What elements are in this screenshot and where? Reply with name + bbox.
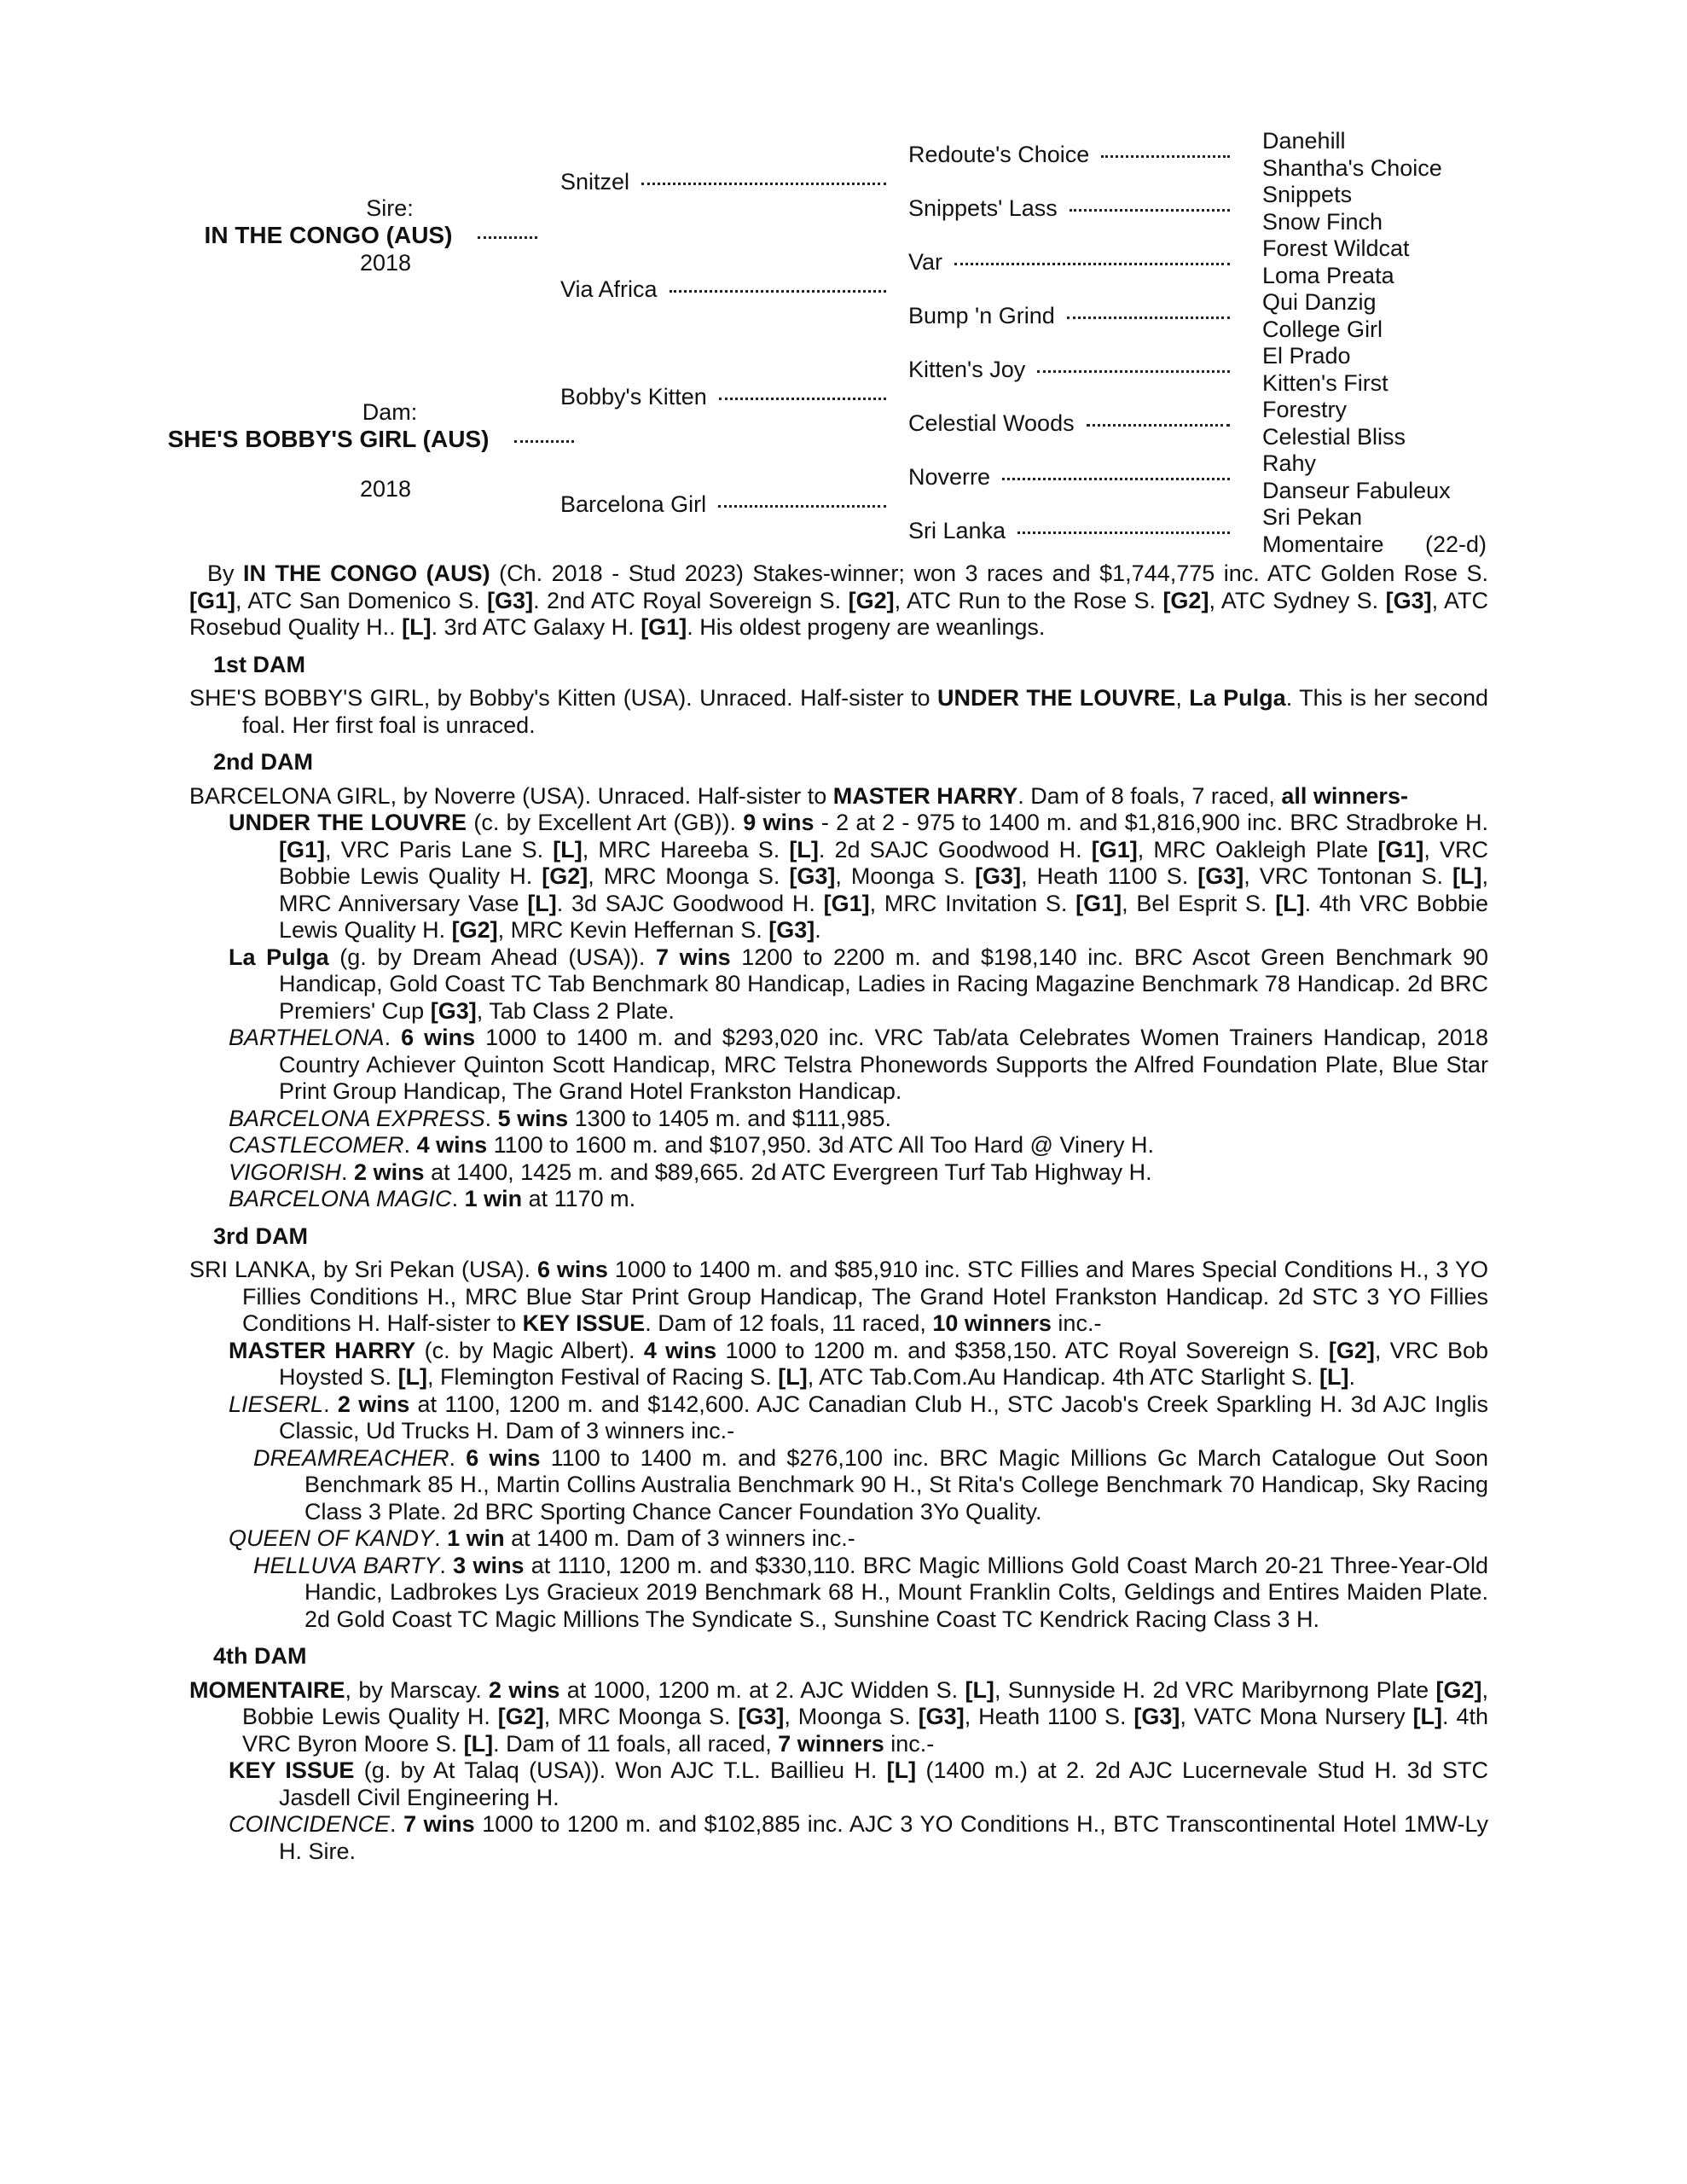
horse-name: Forestry — [1262, 397, 1348, 423]
pedigree-gen3-cell — [908, 235, 1262, 289]
horse-name: Rahy — [1262, 450, 1317, 477]
pedigree-gen4-cell — [1262, 424, 1488, 451]
horse-name: Kitten's Joy — [908, 357, 1026, 382]
horse-name: Noverre — [908, 464, 991, 490]
pedigree-gen4-cell — [1262, 531, 1488, 559]
horse-name: College Girl — [1262, 316, 1383, 342]
pedigree-gen3-cell — [908, 504, 1262, 558]
dotted-leader — [670, 290, 886, 293]
horse-name: Via Africa — [560, 276, 658, 302]
pedigree-text-body — [189, 561, 1488, 1865]
section-heading: 3rd DAM — [213, 1223, 309, 1249]
pedigree-table — [167, 128, 1488, 558]
horse-name: Danseur Fabuleux — [1262, 477, 1451, 503]
pedigree-gen4-cell — [1262, 370, 1488, 398]
horse-name: Kitten's First — [1262, 369, 1388, 396]
pedigree-note-paragraph: La Pulga (g. by Dream Ahead (USA)). 7 wins 1200 to 2200 m. and $198,140 inc. BRC Ascot Green Benchmark 90 Handicap, Gold Coast TC Tab Benchmark 80 Handicap, Ladies in Racing Magazine Benchmark 78 Handicap. 2d BRC Premiers' Cup [G3], Tab Class 2 Plate. — [229, 944, 1488, 1024]
pedigree-note-paragraph: HELLUVA BARTY. 3 wins at 1110, 1200 m. and $330,110. BRC Magic Millions Gold Coast March 20-21 Three-Year-Old Handic, Ladbrokes Lys Gracieux 2019 Benchmark 68 H., Mount Franklin Colts, Geldings and Entires Maiden Plate. 2d Gold Coast TC Magic Millions The Syndicate S., Sunshine Coast TC Kendrick Racing Class 3 H. — [253, 1552, 1488, 1632]
dam-year: 2018 — [359, 476, 412, 502]
pedigree-gen4-cell — [1262, 155, 1488, 183]
pedigree-gen4-cell — [1262, 478, 1488, 505]
dotted-leader — [1087, 424, 1230, 427]
horse-name: Snow Finch — [1262, 208, 1383, 235]
pedigree-note-paragraph: MASTER HARRY (c. by Magic Albert). 4 wins 1000 to 1200 m. and $358,150. ATC Royal Sovereign S. [G2], VRC Bob Hoysted S. [L], Flemington Festival of Racing S. [L], ATC Tab.Com.Au Handicap. 4th ATC Starlight S. [L]. — [229, 1337, 1488, 1390]
pedigree-note-paragraph: SHE'S BOBBY'S GIRL, by Bobby's Kitten (USA). Unraced. Half-sister to UNDER THE LOUVRE, La Pulga. This is her second foal. Her first foal is unraced. — [189, 685, 1488, 738]
pedigree-gen4-cell — [1262, 343, 1488, 370]
horse-name: Forest Wildcat — [1262, 235, 1410, 262]
horse-name: Snippets' Lass — [908, 195, 1058, 221]
pedigree-gen3-cell — [908, 182, 1262, 235]
pedigree-note-paragraph: BARTHELONA. 6 wins 1000 to 1400 m. and $293,020 inc. VRC Tab/ata Celebrates Women Trainers Handicap, 2018 Country Achiever Quinton Scott Handicap, MRC Telstra Phonewords Supports the Alfred Foundation Plate, Blue Star Print Group Handicap, The Grand Hotel Frankston Handicap. — [229, 1025, 1488, 1104]
horse-name: Redoute's Choice — [908, 142, 1090, 167]
pedigree-gen4-cell — [1262, 263, 1488, 290]
horse-name: Bump 'n Grind — [908, 303, 1055, 328]
dotted-leader — [641, 183, 886, 185]
horse-name: Celestial Bliss — [1262, 423, 1406, 450]
horse-name: Bobby's Kitten — [560, 383, 707, 410]
dotted-leader — [954, 263, 1230, 265]
sire-label: Sire: — [366, 195, 414, 221]
pedigree-note-paragraph: KEY ISSUE (g. by At Talaq (USA)). Won AJC T.L. Baillieu H. [L] (1400 m.) at 2. 2d AJC Lucernevale Stud H. 3d STC Jasdell Civil Engineering H. — [229, 1757, 1489, 1810]
horse-name: Var — [908, 249, 943, 275]
pedigree-note-paragraph: MOMENTAIRE, by Marscay. 2 wins at 1000, 1200 m. at 2. AJC Widden S. [L], Sunnyside H. 2d VRC Maribyrnong Plate [G2], Bobbie Lewis Quality H. [G2], MRC Moonga S. [G3], Moonga S. [G3], Heath 1100 S. [G3], VATC Mona Nursery [L]. 4th VRC Byron Moore S. [L]. Dam of 11 foals, all raced, 7 winners inc.- — [189, 1676, 1489, 1757]
sire-year: 2018 — [359, 250, 412, 276]
pedigree-dam-cell — [167, 343, 560, 558]
pedigree-gen4-cell — [1262, 504, 1488, 531]
pedigree-gen4-cell — [1262, 317, 1488, 344]
pedigree-note-paragraph: CASTLECOMER. 4 wins 1100 to 1600 m. and $107,950. 3d ATC All Too Hard @ Vinery H. — [229, 1132, 1154, 1158]
horse-name: Celestial Woods — [908, 410, 1075, 436]
pedigree-note-paragraph: By IN THE CONGO (AUS) (Ch. 2018 - Stud 2023) Stakes-winner; won 3 races and $1,744,775 inc. ATC Golden Rose S. [G1], ATC San Domenico S. [G3]. 2nd ATC Royal Sovereign S. [G2], ATC Run to the Rose S. [G2], ATC Sydney S. [G3], ATC Rosebud Quality H.. [L]. 3rd ATC Galaxy H. [G1]. His oldest progeny are weanlings. — [189, 561, 1488, 640]
dam-name: SHE'S BOBBY'S GIRL (AUS) — [167, 426, 490, 452]
pedigree-gen4-cell — [1262, 128, 1488, 155]
horse-name: Shantha's Choice — [1262, 154, 1442, 181]
horse-name: Momentaire — [1262, 531, 1384, 557]
horse-name: Sri Pekan — [1262, 504, 1363, 531]
dotted-leader — [718, 505, 886, 508]
pedigree-gen2-cell — [560, 235, 908, 343]
pedigree-note-paragraph: VIGORISH. 2 wins at 1400, 1425 m. and $89,665. 2d ATC Evergreen Turf Tab Highway H. — [229, 1159, 1152, 1185]
section-heading: 2nd DAM — [213, 749, 313, 775]
pedigree-gen4-cell — [1262, 209, 1488, 236]
pedigree-gen2-cell — [560, 343, 908, 450]
pedigree-note-paragraph: BARCELONA GIRL, by Noverre (USA). Unraced. Half-sister to MASTER HARRY. Dam of 8 foals, 7 raced, all winners- — [189, 782, 1408, 809]
pedigree-note-paragraph: LIESERL. 2 wins at 1100, 1200 m. and $142,600. AJC Canadian Club H., STC Jacob's Creek Sparkling H. 3d AJC Inglis Classic, Ud Trucks H. Dam of 3 winners inc.- — [229, 1391, 1488, 1443]
dam-label: Dam: — [362, 399, 418, 425]
horse-name: Sri Lanka — [908, 518, 1006, 543]
pedigree-gen3-cell — [908, 343, 1262, 397]
section-heading: 4th DAM — [213, 1643, 307, 1669]
horse-name: Qui Danzig — [1262, 289, 1377, 316]
pedigree-gen3-cell — [908, 450, 1262, 504]
pedigree-note-paragraph: UNDER THE LOUVRE (c. by Excellent Art (GB)). 9 wins - 2 at 2 - 975 to 1400 m. and $1,816,900 inc. BRC Stradbroke H. [G1], VRC Paris Lane S. [L], MRC Hareeba S. [L]. 2d SAJC Goodwood H. [G1], MRC Oakleigh Plate [G1], VRC Bobbie Lewis Quality H. [G2], MRC Moonga S. [G3], Moonga S. [G3], Heath 1100 S. [G3], VRC Tontonan S. [L], MRC Anniversary Vase [L]. 3d SAJC Goodwood H. [G1], MRC Invitation S. [G1], Bel Esprit S. [L]. 4th VRC Bobbie Lewis Quality H. [G2], MRC Kevin Heffernan S. [G3]. — [229, 810, 1489, 943]
dotted-leader — [1002, 478, 1230, 480]
horse-name: El Prado — [1262, 343, 1351, 369]
pedigree-note-paragraph: BARCELONA MAGIC. 1 win at 1170 m. — [229, 1186, 636, 1211]
dotted-leader — [1070, 209, 1230, 212]
pedigree-gen3-cell — [908, 128, 1262, 182]
horse-name: Barcelona Girl — [560, 491, 707, 517]
pedigree-gen4-cell — [1262, 450, 1488, 478]
pedigree-gen2-cell — [560, 450, 908, 558]
pedigree-gen4-cell — [1262, 182, 1488, 209]
pedigree-note-paragraph: SRI LANKA, by Sri Pekan (USA). 6 wins 1000 to 1400 m. and $85,910 inc. STC Fillies and Mares Special Conditions H., 3 YO Fillies Conditions H., MRC Blue Star Print Group Handicap, The Grand Hotel Frankston Handicap. 2d STC 3 YO Fillies Conditions H. Half-sister to KEY ISSUE. Dam of 12 foals, 11 raced, 10 winners inc.- — [189, 1257, 1488, 1336]
horse-name: Loma Preata — [1262, 262, 1394, 288]
dotted-leader — [1017, 531, 1230, 534]
pedigree-note-paragraph: DREAMREACHER. 6 wins 1100 to 1400 m. and $276,100 inc. BRC Magic Millions Gc March Catalogue Out Soon Benchmark 85 H., Martin Collins Australia Benchmark 90 H., St Rita's College Benchmark 70 Handicap, Sky Racing Class 3 Plate. 2d BRC Sporting Chance Cancer Foundation 3Yo Quality. — [253, 1444, 1488, 1525]
horse-name: Danehill — [1262, 128, 1346, 154]
pedigree-sire-cell — [189, 128, 560, 343]
pedigree-gen3-cell — [908, 289, 1262, 343]
pedigree-note-paragraph: BARCELONA EXPRESS. 5 wins 1300 to 1405 m. and $111,985. — [229, 1105, 891, 1131]
dotted-leader — [478, 236, 537, 239]
horse-name: Snitzel — [560, 168, 630, 195]
pedigree-gen4-cell — [1262, 397, 1488, 424]
pedigree-gen4-cell — [1262, 235, 1488, 263]
foaling-note: (22-d) — [1424, 531, 1487, 557]
dotted-leader — [719, 398, 886, 400]
section-heading: 1st DAM — [213, 651, 306, 677]
pedigree-gen2-cell — [560, 128, 908, 235]
pedigree-note-paragraph: QUEEN OF KANDY. 1 win at 1400 m. Dam of 3 winners inc.- — [229, 1525, 855, 1551]
pedigree-gen3-cell — [908, 397, 1262, 450]
dotted-leader — [1101, 155, 1230, 158]
pedigree-gen4-cell — [1262, 289, 1488, 317]
dotted-leader — [1037, 370, 1230, 373]
horse-name: Snippets — [1262, 182, 1353, 208]
pedigree-note-paragraph: COINCIDENCE. 7 wins 1000 to 1200 m. and $102,885 inc. AJC 3 YO Conditions H., BTC Transcontinental Hotel 1MW-Ly H. Sire. — [229, 1811, 1489, 1864]
dotted-leader — [1067, 317, 1230, 319]
sire-name: IN THE CONGO (AUS) — [204, 222, 453, 248]
